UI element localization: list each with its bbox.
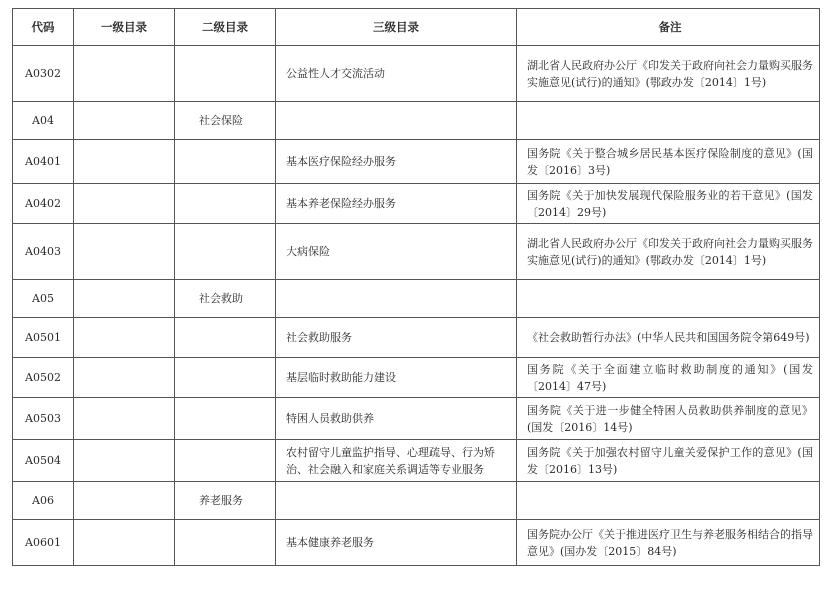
- cell-code: A0501: [13, 318, 74, 358]
- cell-note: [517, 102, 820, 140]
- table-row: [13, 46, 820, 102]
- cell-level3: 特困人员救助供养: [276, 398, 517, 440]
- cell-note: 国务院《关于进一步健全特困人员救助供养制度的意见》(国发〔2016〕14号): [517, 398, 820, 440]
- cell-code: A04: [13, 102, 74, 140]
- cell-level2: [175, 140, 276, 184]
- cell-code: A05: [13, 280, 74, 318]
- cell-note: 国务院《关于加快发展现代保险服务业的若干意见》(国发〔2014〕29号): [517, 184, 820, 224]
- cell-code: A0401: [13, 140, 74, 184]
- cell-level3: 基本健康养老服务: [276, 520, 517, 566]
- cell-level2: [175, 358, 276, 398]
- cell-level2: [175, 46, 276, 102]
- cell-note: 湖北省人民政府办公厅《印发关于政府向社会力量购买服务实施意见(试行)的通知》(鄂政办发〔2014〕1号): [517, 224, 820, 280]
- header-code: 代码: [13, 9, 74, 46]
- cell-level3: [276, 482, 517, 520]
- cell-note: 国务院办公厅《关于推进医疗卫生与养老服务相结合的指导意见》(国办发〔2015〕84号): [517, 520, 820, 566]
- cell-level3: 公益性人才交流活动: [276, 46, 517, 102]
- cell-level1: [74, 358, 175, 398]
- cell-level2: [175, 520, 276, 566]
- table-row: [13, 280, 820, 318]
- cell-code: A0402: [13, 184, 74, 224]
- table-row: [13, 520, 820, 566]
- cell-level3: 基本医疗保险经办服务: [276, 140, 517, 184]
- cell-level2: [175, 440, 276, 482]
- cell-level2: [175, 398, 276, 440]
- cell-level1: [74, 398, 175, 440]
- cell-note: 国务院《关于全面建立临时救助制度的通知》(国发〔2014〕47号): [517, 358, 820, 398]
- table-row: [13, 224, 820, 280]
- cell-level2: [175, 224, 276, 280]
- header-level3: 三级目录: [276, 9, 517, 46]
- catalog-page: [12, 8, 820, 593]
- header-level2: 二级目录: [175, 9, 276, 46]
- cell-level2: 社会救助: [175, 280, 276, 318]
- cell-level3: 农村留守儿童监护指导、心理疏导、行为矫治、社会融入和家庭关系调适等专业服务: [276, 440, 517, 482]
- cell-level2: [175, 184, 276, 224]
- cell-code: A0601: [13, 520, 74, 566]
- cell-level3: [276, 102, 517, 140]
- table-row: [13, 318, 820, 358]
- cell-code: A06: [13, 482, 74, 520]
- cell-level1: [74, 482, 175, 520]
- cell-level2: [175, 318, 276, 358]
- cell-level1: [74, 184, 175, 224]
- table-row: [13, 398, 820, 440]
- table-row: [13, 440, 820, 482]
- cell-code: A0502: [13, 358, 74, 398]
- cell-note: 《社会救助暂行办法》(中华人民共和国国务院令第649号): [517, 318, 820, 358]
- cell-note: 湖北省人民政府办公厅《印发关于政府向社会力量购买服务实施意见(试行)的通知》(鄂政办发〔2014〕1号): [517, 46, 820, 102]
- cell-code: A0503: [13, 398, 74, 440]
- cell-note: [517, 482, 820, 520]
- table-row: [13, 184, 820, 224]
- cell-level1: [74, 224, 175, 280]
- cell-level3: 基本养老保险经办服务: [276, 184, 517, 224]
- table-row: [13, 482, 820, 520]
- cell-level1: [74, 102, 175, 140]
- cell-level1: [74, 520, 175, 566]
- header-level1: 一级目录: [74, 9, 175, 46]
- cell-level3: 社会救助服务: [276, 318, 517, 358]
- cell-level3: 大病保险: [276, 224, 517, 280]
- table-row: [13, 358, 820, 398]
- cell-code: A0302: [13, 46, 74, 102]
- cell-level1: [74, 46, 175, 102]
- cell-note: [517, 280, 820, 318]
- cell-level1: [74, 140, 175, 184]
- table-row: [13, 140, 820, 184]
- cell-code: A0403: [13, 224, 74, 280]
- cell-level1: [74, 280, 175, 318]
- cell-code: A0504: [13, 440, 74, 482]
- cell-level2: 养老服务: [175, 482, 276, 520]
- table-header-row: [13, 9, 820, 46]
- cell-level3: 基层临时救助能力建设: [276, 358, 517, 398]
- header-note: 备注: [517, 9, 820, 46]
- cell-level1: [74, 318, 175, 358]
- cell-level2: 社会保险: [175, 102, 276, 140]
- cell-level1: [74, 440, 175, 482]
- cell-note: 国务院《关于整合城乡居民基本医疗保险制度的意见》(国发〔2016〕3号): [517, 140, 820, 184]
- service-catalog-table: [12, 8, 820, 566]
- cell-level3: [276, 280, 517, 318]
- table-row: [13, 102, 820, 140]
- cell-note: 国务院《关于加强农村留守儿童关爱保护工作的意见》(国发〔2016〕13号): [517, 440, 820, 482]
